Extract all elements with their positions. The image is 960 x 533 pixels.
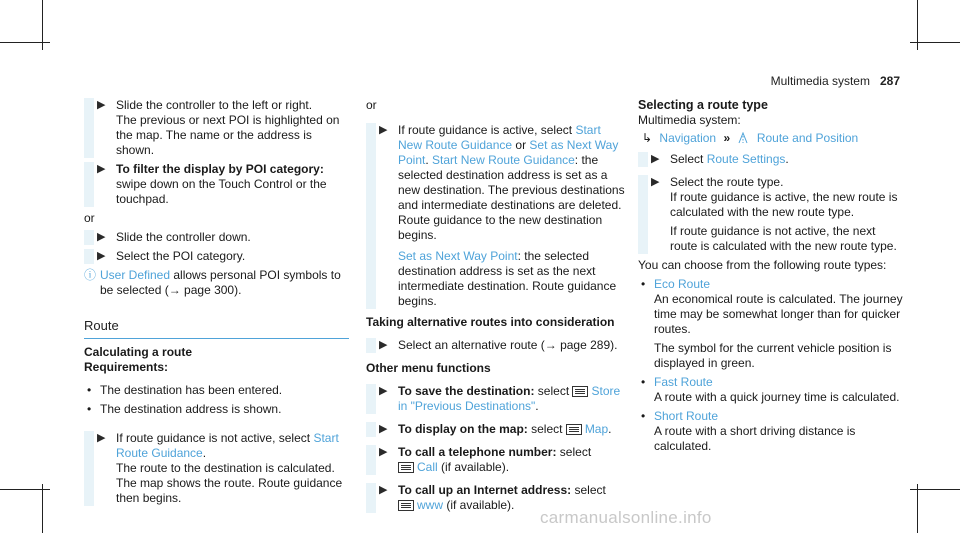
step-text: If route guidance is not active, select <box>116 431 314 445</box>
step-text: Slide the controller down. <box>116 230 251 244</box>
step-bold: To call a telephone number: <box>398 445 557 459</box>
menu-label: Call <box>417 460 438 474</box>
action-arrow-icon: ▶ <box>651 176 660 188</box>
instruction-step <box>638 152 904 167</box>
action-arrow-icon: ▶ <box>379 423 388 435</box>
action-arrow-icon: ▶ <box>379 124 388 136</box>
bullet: • <box>87 402 92 416</box>
menu-label: Short Route <box>654 409 719 423</box>
step-band <box>84 431 94 506</box>
bullet: • <box>87 383 92 397</box>
requirements-heading: Requirements: <box>84 360 169 374</box>
list-item <box>84 402 349 417</box>
instruction-step <box>638 175 904 254</box>
step-band <box>366 422 376 437</box>
action-arrow-icon: ▶ <box>97 250 106 262</box>
step-bold: To filter the display by POI category: <box>116 162 324 176</box>
page-number: 287 <box>879 74 900 88</box>
step-text: (if available). <box>443 498 515 512</box>
list-item-text: The destination address is shown. <box>100 402 282 416</box>
crop-mark <box>917 0 918 50</box>
menu-icon <box>572 386 588 397</box>
or-text: or <box>366 98 377 112</box>
step-band <box>638 175 648 254</box>
menu-label: Map <box>584 422 609 436</box>
menu-path <box>638 131 904 146</box>
sub-heading: Calculating a route <box>84 345 193 359</box>
instruction-step <box>366 338 628 353</box>
step-band <box>84 98 94 158</box>
navigation-icon <box>737 132 749 144</box>
body-text: You can choose from the following route types: <box>638 258 887 272</box>
system-label: Multimedia system: <box>638 113 741 127</box>
action-arrow-icon: ▶ <box>97 163 106 175</box>
list-item <box>638 277 904 371</box>
step-band <box>366 123 376 309</box>
step-text: . <box>202 446 207 460</box>
menu-label: Fast Route <box>654 375 713 389</box>
column-middle <box>366 98 628 517</box>
list-item-text: The destination has been entered. <box>100 383 283 397</box>
list-item <box>638 375 904 405</box>
action-arrow-icon: ▶ <box>97 432 106 444</box>
step-band <box>366 338 376 353</box>
menu-label: Start Route Guidance <box>116 431 339 460</box>
list-item-text: A route with a short driving distance is calculated. <box>654 424 856 453</box>
step-band <box>366 445 376 475</box>
step-text: If route guidance is active, select <box>398 123 576 137</box>
menu-icon <box>398 462 414 473</box>
page-header <box>771 74 900 89</box>
step-result: The previous or next POI is highlighted on the map. The name or the address is shown. <box>116 113 340 157</box>
instruction-step <box>84 230 349 245</box>
path-arrow-icon: ↳ <box>642 131 653 145</box>
or-text: or <box>84 211 95 225</box>
list-item-text: A route with a quick journey time is calculated. <box>654 390 900 404</box>
step-text: : the selected destination address is set as a new destination. The previous destinations and intermediate destinations are deleted. Route guidance to the new destination begins. <box>398 153 625 242</box>
step-text: Select <box>670 152 707 166</box>
menu-label: Route Settings <box>706 152 786 166</box>
step-text: select <box>571 483 606 497</box>
step-bold: To call up an Internet address: <box>398 483 572 497</box>
menu-label: www <box>417 498 443 512</box>
column-left <box>84 98 349 510</box>
chevron-right-icon: » <box>723 131 731 145</box>
step-bold: To save the destination: <box>398 384 535 398</box>
step-band <box>84 162 94 207</box>
crop-mark <box>42 484 43 533</box>
instruction-step <box>366 422 628 437</box>
sub-heading: Other menu functions <box>366 361 491 375</box>
menu-icon <box>566 424 582 435</box>
crop-mark <box>42 0 43 50</box>
step-band <box>84 249 94 264</box>
action-arrow-icon: ▶ <box>379 385 388 397</box>
action-arrow-icon: ▶ <box>379 484 388 496</box>
instruction-step <box>84 162 349 207</box>
bullet: • <box>641 277 646 291</box>
step-result: If route guidance is not active, the next route is calculated with the new route type. <box>670 224 897 253</box>
info-text: allows personal POI symbols to be selected (→ page 300). <box>100 268 341 297</box>
step-text: swipe down on the Touch Control or the touchpad. <box>116 177 327 206</box>
instruction-step <box>84 249 349 264</box>
step-text: Select the route type. <box>670 175 784 189</box>
sub-heading: Selecting a route type <box>638 98 768 112</box>
action-arrow-icon: ▶ <box>651 153 660 165</box>
menu-label: Route and Position <box>756 131 859 145</box>
list-item <box>638 409 904 454</box>
step-text: or <box>512 138 530 152</box>
step-band <box>84 230 94 245</box>
bullet: • <box>641 375 646 389</box>
step-band <box>638 152 648 167</box>
menu-label: Navigation <box>659 131 717 145</box>
sub-heading: Taking alternative routes into consideration <box>366 315 615 329</box>
step-text: . <box>785 152 789 166</box>
step-text: . <box>608 422 612 436</box>
step-text: Slide the controller to the left or right. <box>116 98 313 112</box>
step-text: select <box>527 422 566 436</box>
info-note <box>84 268 349 298</box>
step-text: Select an alternative route (→ page 289). <box>398 338 618 352</box>
instruction-step <box>366 384 628 414</box>
column-right <box>638 98 904 458</box>
action-arrow-icon: ▶ <box>97 231 106 243</box>
menu-label: Start New Route Guidance <box>398 123 601 152</box>
step-text: . <box>535 399 539 413</box>
section-heading: Route <box>84 318 349 339</box>
step-text: select <box>534 384 573 398</box>
crop-mark <box>917 484 918 533</box>
menu-label: User Defined <box>100 268 171 282</box>
step-band <box>366 384 376 414</box>
step-result: The route to the destination is calculated. The map shows the route. Route guidance then begins. <box>116 461 343 505</box>
action-arrow-icon: ▶ <box>379 339 388 351</box>
list-item-text: The symbol for the current vehicle position is displayed in green. <box>654 341 892 370</box>
action-arrow-icon: ▶ <box>97 99 106 111</box>
instruction-step <box>366 123 628 309</box>
bullet: • <box>641 409 646 423</box>
step-text: . <box>425 153 429 167</box>
header-title: Multimedia system <box>770 74 870 88</box>
menu-label: Start New Route Guidance <box>432 153 575 167</box>
step-text: (if available). <box>437 460 510 474</box>
list-item-text: An economical route is calculated. The journey time may be somewhat longer than for quicker routes. <box>654 292 903 336</box>
watermark: carmanualsonline.info <box>540 508 712 527</box>
step-bold: To display on the map: <box>398 422 528 436</box>
menu-label: Store in "Previous Destinations" <box>398 384 621 413</box>
menu-label: Eco Route <box>654 277 711 291</box>
instruction-step <box>366 445 628 475</box>
info-icon: ⓘ <box>84 268 97 282</box>
menu-label: Set as Next Way Point <box>398 249 518 263</box>
step-text: Select the POI category. <box>116 249 246 263</box>
instruction-step <box>84 431 349 506</box>
step-text: : the selected destination address is set as the next intermediate destination. Route guidance begins. <box>398 249 617 308</box>
menu-icon <box>398 500 414 511</box>
action-arrow-icon: ▶ <box>379 446 388 458</box>
step-band <box>366 483 376 513</box>
step-result: If route guidance is active, the new route is calculated with the new route type. <box>670 190 898 219</box>
step-text: select <box>556 445 592 459</box>
instruction-step <box>84 98 349 158</box>
menu-label: Set as Next Way Point <box>398 138 619 167</box>
list-item <box>84 383 349 398</box>
